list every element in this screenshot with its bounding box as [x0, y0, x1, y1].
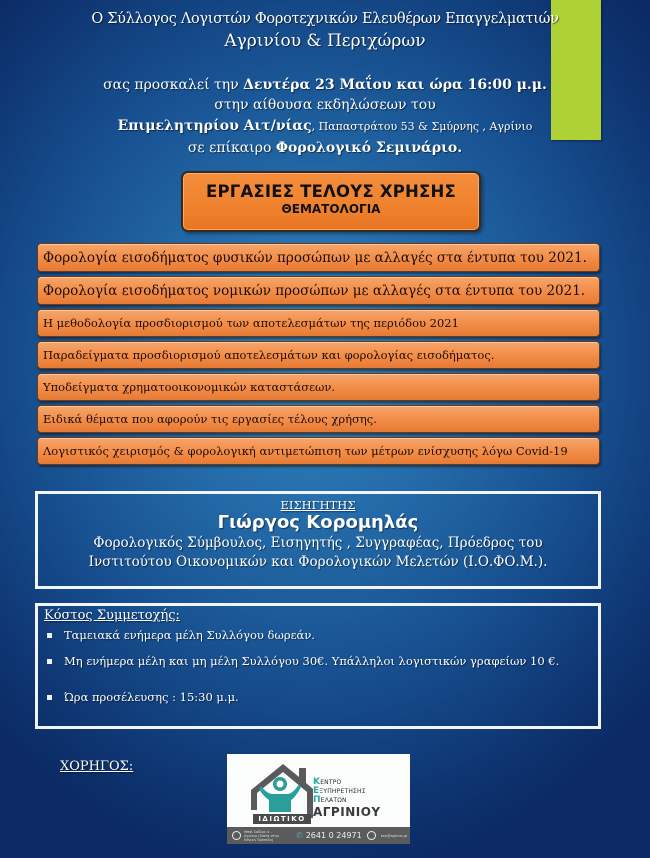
- logo-text: [313, 778, 381, 819]
- topic-item: Παραδείγματα προσδιορισμού αποτελεσμάτων και φορολογίας εισοδήματος.: [37, 341, 600, 369]
- cost-item: [44, 628, 598, 642]
- cost-item-text: Μη ενήμερα μέλη και μη μέλη Συλλόγου 30€. Υπάλληλοι λογιστικών γραφείων 10 €.: [64, 654, 560, 668]
- seminar-line: [0, 138, 650, 158]
- organization-region: Αγρινίου & Περιχώρων: [224, 31, 426, 51]
- speaker-description-2: Ινστιτούτου Οικονομικών και Φορολογικών Μελετών (Ι.Ο.ΦΟ.Μ.).: [88, 554, 548, 570]
- cost-item: [44, 654, 598, 668]
- logo-word: ΕΛΑΤΩΝ: [320, 797, 347, 804]
- sponsor-logo: [227, 754, 410, 844]
- cost-item-text: Ταμειακά ενήμερα μέλη Συλλόγου δωρεάν.: [64, 628, 315, 642]
- logo-initial: Π: [313, 795, 321, 805]
- topic-item: Η μεθοδολογία προσδιορισμού των αποτελεσμάτων της περιόδου 2021: [37, 309, 600, 337]
- event-time: και ώρα 16:00 μ.μ.: [391, 77, 547, 93]
- cost-title: Κόστος Συμμετοχής:: [44, 608, 180, 623]
- speaker-box: [35, 491, 601, 589]
- topic-item: Λογιστικός χειρισμός & φορολογική αντιμετώπιση των μέτρων ενίσχυσης λόγω Covid-19: [37, 437, 600, 465]
- speaker-description-1: Φορολογικός Σύμβουλος, Εισηγητής , Συγγραφέας, Πρόεδρος του: [93, 535, 543, 551]
- invitation-line: [0, 75, 650, 95]
- topic-item: Υποδείγματα χρηματοοικονομικών καταστάσεων.: [37, 373, 600, 401]
- logo-initial: Κ: [313, 777, 321, 787]
- topic-item: Φορολογία εισοδήματος νομικών προσώπων με αλλαγές στα έντυπα του 2021.: [37, 276, 600, 305]
- cost-item-text: Ώρα προσέλευσης : 15:30 μ.μ.: [64, 690, 239, 704]
- venue-details: [0, 115, 650, 138]
- invite-prefix: σας προσκαλεί την: [103, 77, 244, 93]
- event-date: Δευτέρα 23 Μαΐου: [243, 77, 392, 93]
- venue-address: , Παπαστράτου 53 & Σμύρνης , Αγρίνιο: [311, 120, 533, 133]
- topics-header: [181, 171, 481, 232]
- topic-item: Φορολογία εισοδήματος φυσικών προσώπων με αλλαγές στα έντυπα του 2021.: [37, 243, 600, 272]
- topics-subtitle: ΘΕΜΑΤΟΛΟΓΙΑ: [281, 202, 381, 216]
- logo-badge: ΙΔΙΩΤΙΚΟ: [253, 814, 311, 824]
- cost-list: [44, 628, 598, 704]
- logo-word: ΕΝΤΡΟ: [320, 779, 342, 786]
- logo-city: ΑΓΡΙΝΙΟΥ: [313, 805, 381, 819]
- cost-item: [44, 690, 598, 704]
- organization-name: Ο Σύλλογος Λογιστών Φοροτεχνικών Ελευθέρων Επαγγελματιών: [91, 11, 559, 27]
- topics-title: ΕΡΓΑΣΙΕΣ ΤΕΛΟΥΣ ΧΡΗΣΗΣ: [205, 182, 456, 201]
- email-icon: [367, 831, 376, 840]
- topic-item: Ειδικά θέματα που αφορούν τις εργασίες τέλους χρήσης.: [37, 405, 600, 433]
- square-bullet-icon: [47, 633, 52, 638]
- venue-name: Επιμελητηρίου Αιτ/νίας: [117, 118, 312, 134]
- logo-initial: Ε: [313, 786, 320, 796]
- intro-block: [0, 8, 650, 158]
- phone-icon: ✆: [296, 831, 303, 840]
- speaker-name: Γιώργος Κορομηλάς: [217, 512, 419, 533]
- venue-line: στην αίθουσα εκδηλώσεων του: [214, 97, 436, 113]
- logo-phone: 2641 0 24971: [305, 831, 362, 840]
- logo-address: Μπαϊ Σαΐδου 4 - Αγρίνιο (δίπλα στην Εθνική Τράπεζα): [244, 829, 280, 842]
- seminar-prefix: σε επίκαιρο: [187, 140, 276, 156]
- topics-list: [37, 243, 600, 469]
- cost-box: [35, 603, 601, 729]
- house-person-logo-icon: [249, 760, 319, 820]
- location-icon: [232, 831, 241, 840]
- logo-word: ΞΥΠΗΡΕΤΗΣΗΣ: [319, 788, 366, 795]
- seminar-name: Φορολογικό Σεμινάριο.: [275, 140, 463, 156]
- square-bullet-icon: [47, 659, 52, 664]
- square-bullet-icon: [47, 695, 52, 700]
- logo-email: kep@agrinio.gr: [380, 833, 408, 838]
- logo-footer: [227, 827, 410, 844]
- sponsor-label: ΧΟΡΗΓΟΣ:: [60, 759, 134, 774]
- speaker-label: ΕΙΣΗΓΗΤΗΣ: [280, 498, 356, 512]
